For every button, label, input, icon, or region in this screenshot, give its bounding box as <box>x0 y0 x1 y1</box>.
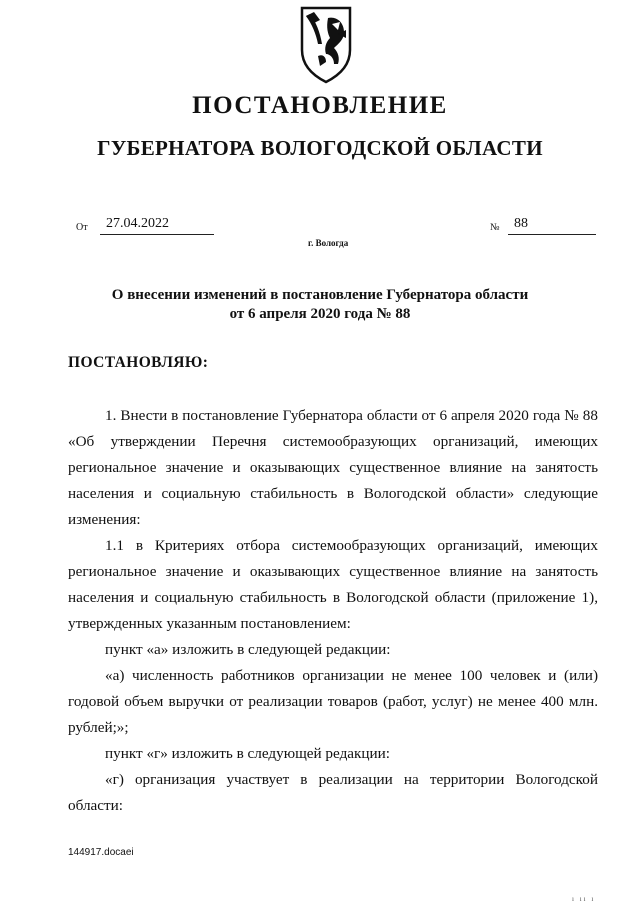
corner-marks: ı ıı ı <box>572 895 596 903</box>
paragraph-2: 1.1 в Критериях отбора системообразующих организаций, имеющих региональное значение и оказывающих существенное влияние на занятость населения и социальную стабильность в Вологодской области (приложение 1), утвержденных указанным постановлением: <box>68 537 598 632</box>
paragraph-1: 1. Внести в постановление Губернатора области от 6 апреля 2020 года № 88 «Об утверждении Перечня системообразующих организаций, имеющих региональное значение и оказывающих существенное влияние на занятость населения и социальную стабильность в Вологодской области» следующие изменения: <box>68 407 598 528</box>
city-label: г. Вологда <box>308 238 349 248</box>
subject-line-1: О внесении изменений в постановление Губернатора области <box>111 287 529 303</box>
subject-line-2: от 6 апреля 2020 года № 88 <box>229 306 411 322</box>
number-label: № <box>490 222 500 233</box>
paragraph-4: «а) численность работников организации не менее 100 человек и (или) годовой объем выручки от реализации товаров (работ, услуг) не менее 400 млн. рублей;»; <box>68 667 598 736</box>
paragraph-6: «г) организация участвует в реализации на территории Вологодской области: <box>68 771 598 814</box>
date-value: 27.04.2022 <box>100 216 214 235</box>
document-body <box>68 403 598 819</box>
document-subject <box>0 286 640 324</box>
issuing-authority: ГУБЕРНАТОРА ВОЛОГОДСКОЙ ОБЛАСТИ <box>97 136 543 160</box>
document-title: ПОСТАНОВЛЕНИЕ <box>192 92 448 119</box>
coat-of-arms-icon <box>298 4 354 84</box>
paragraph-5: пункт «г» изложить в следующей редакции: <box>105 745 391 762</box>
decree-heading: ПОСТАНОВЛЯЮ: <box>68 354 209 371</box>
paragraph-3: пункт «а» изложить в следующей редакции: <box>105 641 391 658</box>
document-number: 88 <box>508 216 596 235</box>
document-code: 144917.docaei <box>68 847 134 858</box>
date-label: От <box>76 222 88 233</box>
